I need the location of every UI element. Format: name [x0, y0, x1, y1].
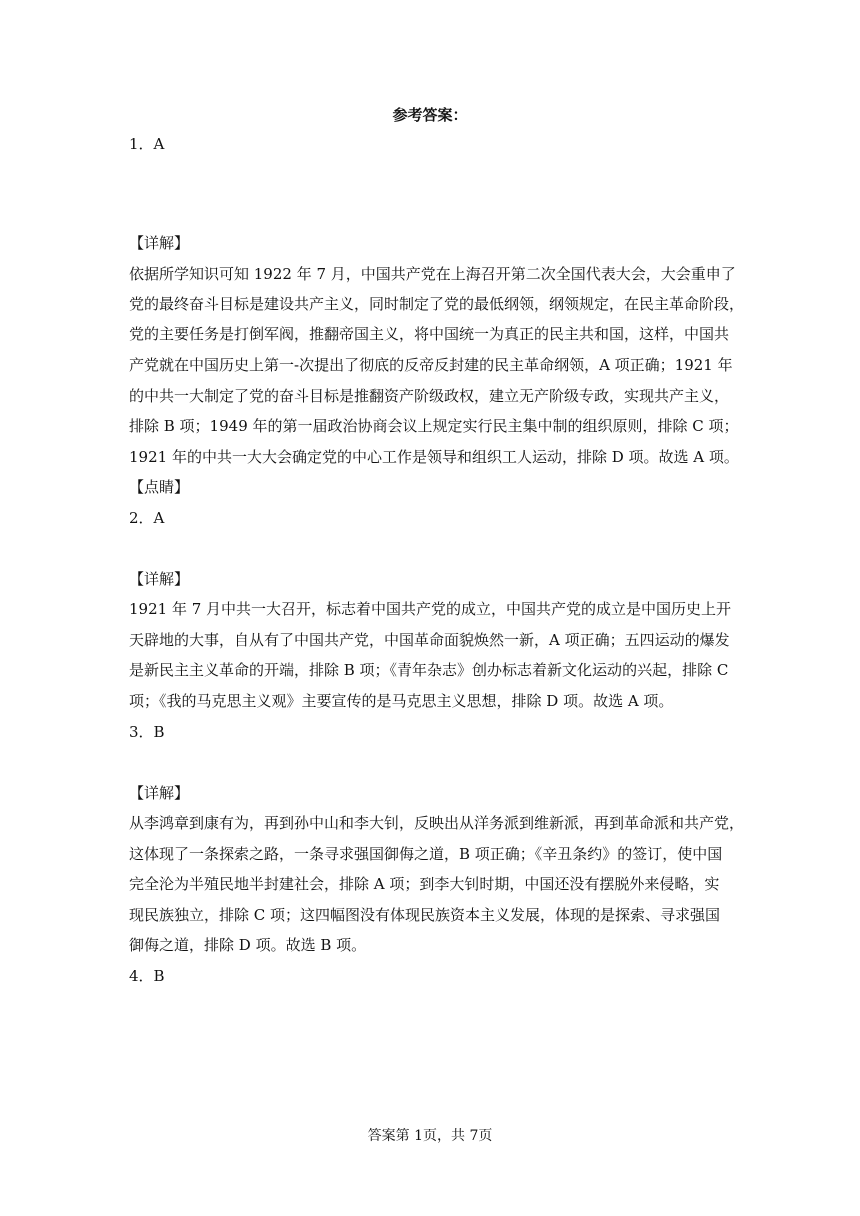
explain-1-line-1: 依据所学知识可知 1922 年 7 月，中国共产党在上海召开第二次全国代表大会，大会重申了: [129, 265, 736, 283]
explain-3-line-4: 现民族独立，排除 C 项；这四幅图没有体现民族资本主义发展，体现的是探索、寻求强国: [129, 906, 721, 924]
explain-2-line-3: 是新民主主义革命的开端，排除 B 项；《青年杂志》创办标志着新文化运动的兴起，排除 C: [129, 661, 729, 679]
answer-2: 2．A: [129, 509, 165, 527]
answer-4: 4．B: [129, 967, 165, 985]
explain-2-line-4: 项；《我的马克思主义观》主要宣传的是马克思主义思想，排除 D 项。故选 A 项。: [129, 692, 674, 710]
comment-heading-1: 【点睛】: [129, 478, 190, 496]
explain-1-line-2: 党的最终奋斗目标是建设共产主义，同时制定了党的最低纲领，纲领规定，在民主革命阶段，: [129, 295, 745, 313]
explain-1-line-6: 排除 B 项；1949 年的第一届政治协商会议上规定实行民主集中制的组织原则，排除 C 项；: [129, 417, 739, 435]
explain-1-line-4: 产党就在中国历史上第一-次提出了彻底的反帝反封建的民主革命纲领，A 项正确；1921 年: [129, 356, 733, 374]
explain-heading-1: 【详解】: [129, 234, 190, 252]
page-title: 参考答案：: [392, 106, 468, 124]
explain-1-line-5: 的中共一大制定了党的奋斗目标是推翻资产阶级政权，建立无产阶级专政，实现共产主义，: [129, 387, 730, 405]
explain-heading-2: 【详解】: [129, 570, 190, 588]
explain-2-line-2: 天辟地的大事，自从有了中国共产党，中国革命面貌焕然一新，A 项正确；五四运动的爆发: [129, 631, 730, 649]
explain-heading-3: 【详解】: [129, 784, 190, 802]
explain-2-line-1: 1921 年 7 月中共一大召开，标志着中国共产党的成立，中国共产党的成立是中国历史上开: [129, 600, 732, 618]
explain-3-line-1: 从李鸿章到康有为，再到孙中山和李大钊，反映出从洋务派到维新派，再到革命派和共产党，: [129, 814, 745, 832]
answer-1: 1．A: [129, 135, 165, 153]
explain-1-line-7: 1921 年的中共一大大会确定党的中心工作是领导和组织工人运动，排除 D 项。故选 A 项。: [129, 448, 739, 466]
page-footer: 答案第 1页，共 7页: [367, 1128, 493, 1144]
explain-3-line-3: 完全沦为半殖民地半封建社会，排除 A 项；到李大钊时期，中国还没有摆脱外来侵略，实: [129, 875, 720, 893]
explain-1-line-3: 党的主要任务是打倒军阀，推翻帝国主义，将中国统一为真正的民主共和国，这样，中国共: [129, 325, 730, 343]
answer-3: 3．B: [129, 723, 165, 741]
explain-3-line-2: 这体现了一条探索之路，一条寻求强国御侮之道，B 项正确；《辛丑条约》的签订，使中国: [129, 845, 723, 863]
explain-3-line-5: 御侮之道，排除 D 项。故选 B 项。: [129, 936, 367, 954]
